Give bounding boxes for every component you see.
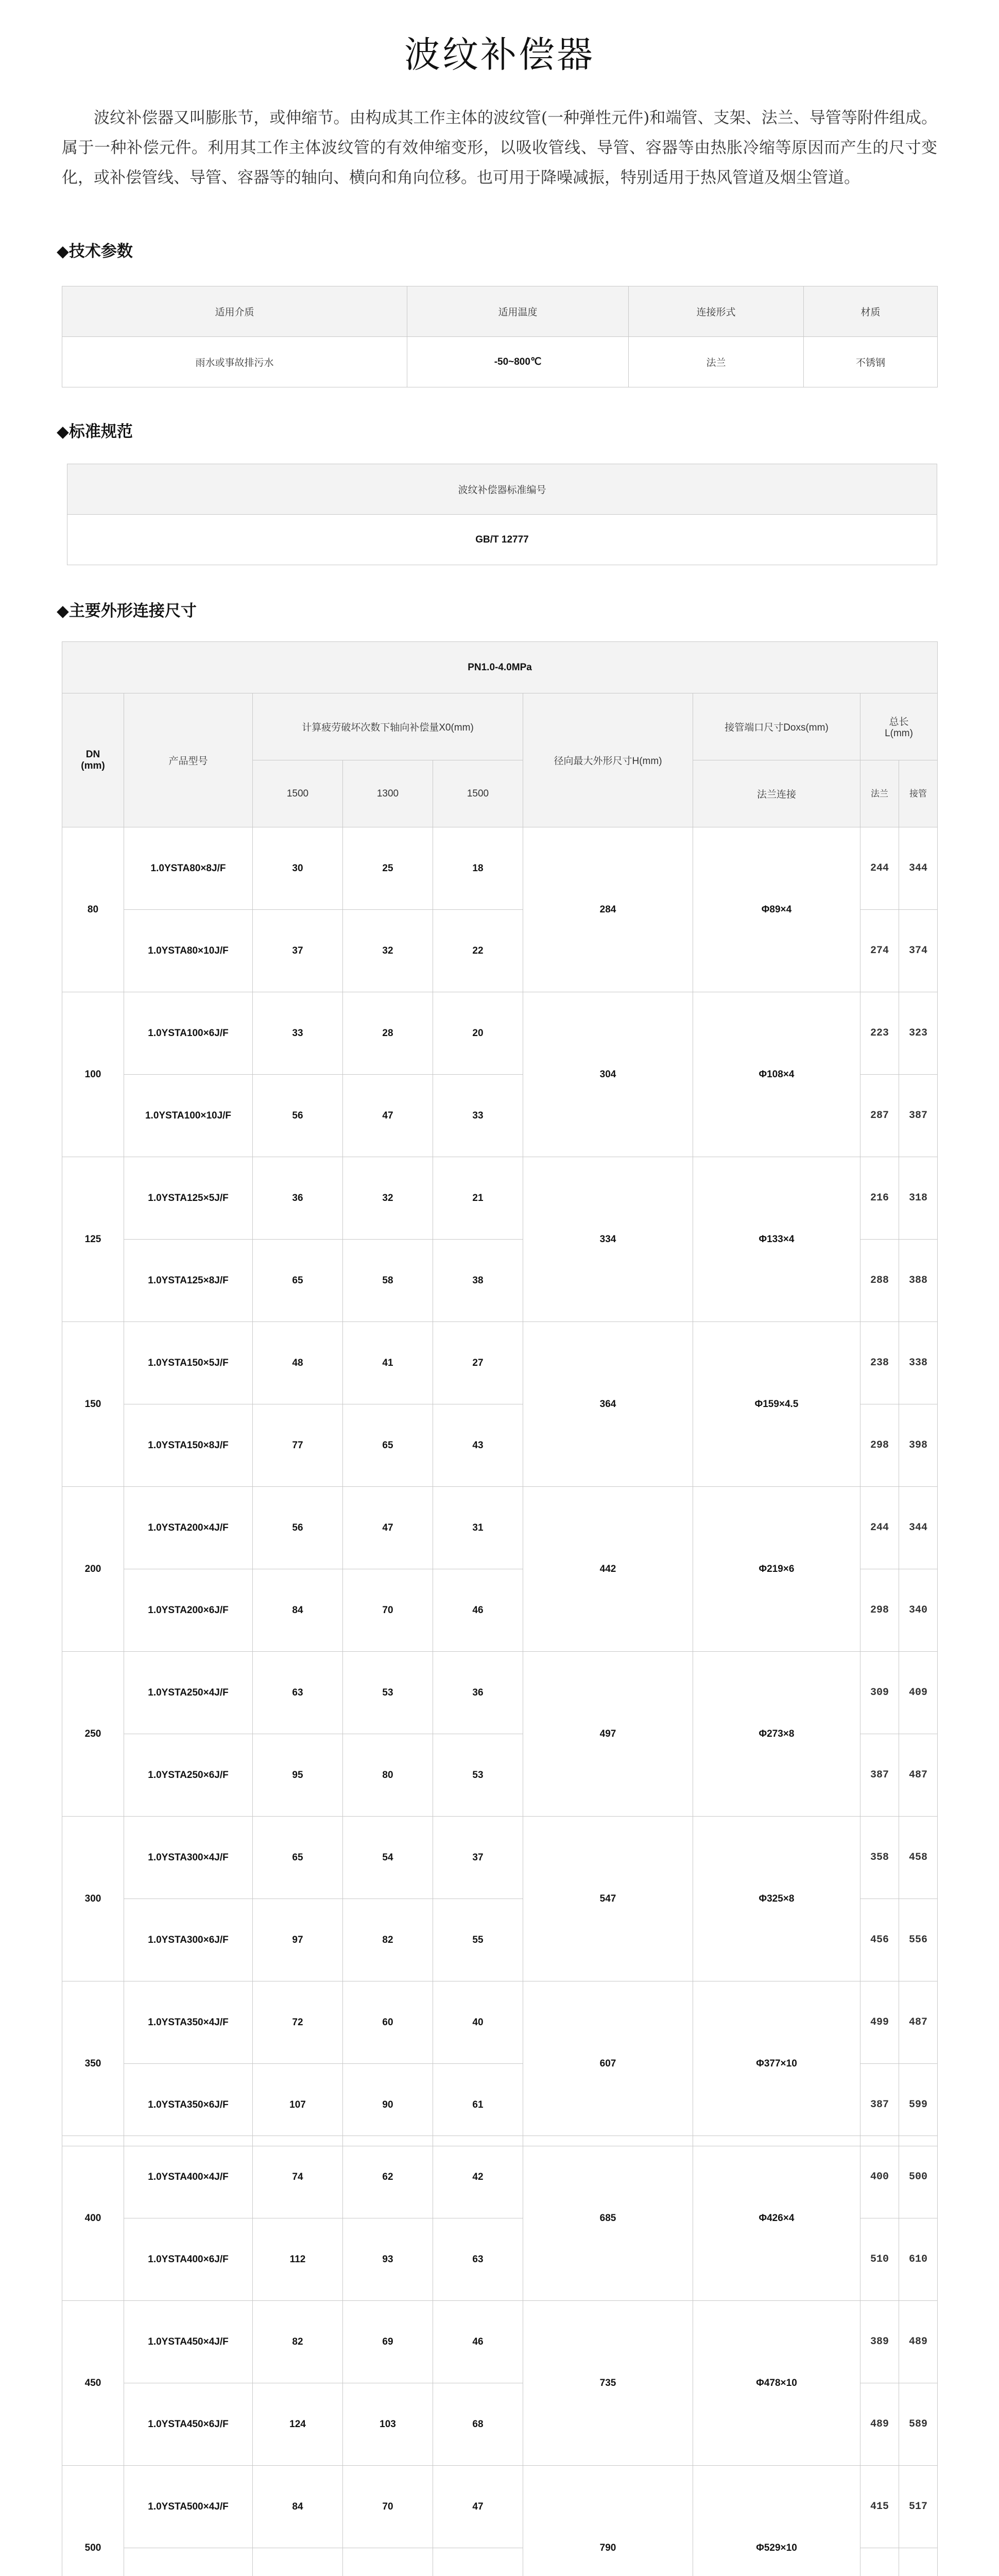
pressure-header: PN1.0-4.0MPa — [62, 642, 938, 693]
dn-cell: 150 — [62, 1322, 124, 1487]
compensation-cell: 27 — [433, 1322, 523, 1404]
table-row — [62, 2301, 938, 2383]
pipe-size-cell: Φ133×4 — [693, 1157, 860, 1322]
length-header: 总长 L(mm) — [860, 693, 938, 760]
outer-size-cell: 364 — [523, 1322, 693, 1487]
compensation-cell: 53 — [343, 1652, 433, 1734]
compensation-cell: 37 — [433, 1817, 523, 1899]
length-pipe-cell: 517 — [899, 2466, 938, 2548]
length-flange-cell: 400 — [860, 2136, 899, 2218]
length-pipe-cell: 338 — [899, 1322, 938, 1404]
standard-value: GB/T 12777 — [67, 515, 937, 565]
compensation-cell: 30 — [253, 827, 343, 910]
compensation-cell: 38 — [433, 1240, 523, 1322]
model-cell: 1.0YSTA80×10J/F — [124, 910, 253, 992]
dn-header: DN (mm) — [62, 693, 124, 827]
length-pipe-cell: 409 — [899, 1652, 938, 1734]
length-flange-cell: 358 — [860, 1817, 899, 1899]
compensation-cell: 74 — [253, 2136, 343, 2218]
dn-cell: 100 — [62, 992, 124, 1157]
compensation-cell: 112 — [253, 2218, 343, 2301]
table-row — [62, 1322, 938, 1404]
tech-header-connection: 连接形式 — [629, 286, 804, 337]
compensation-cell: 21 — [433, 1157, 523, 1240]
pipe-size-cell: Φ108×4 — [693, 992, 860, 1157]
compensation-cell: 95 — [253, 1734, 343, 1817]
compensation-cell: 70 — [343, 1569, 433, 1652]
model-cell: 1.0YSTA100×6J/F — [124, 992, 253, 1075]
length-pipe-cell — [899, 2548, 938, 2576]
compensation-cell: 48 — [253, 1322, 343, 1404]
compensation-cell — [343, 2548, 433, 2576]
fatigue-count-header: 1500 — [433, 760, 523, 827]
compensation-cell: 46 — [433, 2301, 523, 2383]
length-pipe-cell: 487 — [899, 1734, 938, 1817]
standard-table — [67, 464, 937, 565]
fatigue-count-header: 1500 — [253, 760, 343, 827]
model-cell: 1.0YSTA200×4J/F — [124, 1487, 253, 1569]
length-flange-cell: 456 — [860, 1899, 899, 1981]
outer-size-cell: 497 — [523, 1652, 693, 1817]
compensation-cell: 36 — [433, 1652, 523, 1734]
outer-size-cell: 790 — [523, 2466, 693, 2576]
length-pipe-cell: 610 — [899, 2218, 938, 2301]
compensation-cell: 69 — [343, 2301, 433, 2383]
compensation-cell: 90 — [343, 2064, 433, 2146]
model-cell: 1.0YSTA80×8J/F — [124, 827, 253, 910]
section-tech-params: ◆技术参数 — [57, 242, 133, 261]
outer-size-cell: 607 — [523, 1981, 693, 2146]
compensation-cell: 40 — [433, 1981, 523, 2064]
compensation-cell: 42 — [433, 2136, 523, 2218]
length-flange-cell: 223 — [860, 992, 899, 1075]
table-row — [62, 2466, 938, 2548]
intro-paragraph: 波纹补偿器又叫膨胀节，或伸缩节。由构成其工作主体的波纹管(一种弹性元件)和端管、支架、法兰、导管等附件组成。属于一种补偿元件。利用其工作主体波纹管的有效伸缩变形，以吸收管线、导管、容器等由热胀冷缩等原因而产生的尺寸变化，或补偿管线、导管、容器等的轴向、横向和角向位移。也可用于降噪减振，特别适用于热风管道及烟尘管道。 — [62, 109, 937, 187]
model-cell: 1.0YSTA250×6J/F — [124, 1734, 253, 1817]
outer-size-cell: 547 — [523, 1817, 693, 1981]
dn-cell: 300 — [62, 1817, 124, 1981]
dn-cell: 125 — [62, 1157, 124, 1322]
model-cell: 1.0YSTA300×6J/F — [124, 1899, 253, 1981]
length-flange-cell: 288 — [860, 1240, 899, 1322]
compensation-cell: 65 — [253, 1240, 343, 1322]
compensation-cell: 68 — [433, 2383, 523, 2466]
outer-size-cell: 334 — [523, 1157, 693, 1322]
tech-params-table — [62, 286, 938, 387]
length-flange-cell: 216 — [860, 1157, 899, 1240]
length-flange-cell: 238 — [860, 1322, 899, 1404]
compensation-cell: 20 — [433, 992, 523, 1075]
table-row — [62, 1817, 938, 1899]
compensation-cell: 36 — [253, 1157, 343, 1240]
pipe-size-cell: Φ377×10 — [693, 1981, 860, 2146]
outer-size-cell: 442 — [523, 1487, 693, 1652]
compensation-cell: 84 — [253, 1569, 343, 1652]
length-flange-cell: 287 — [860, 1075, 899, 1157]
tech-connection-value: 法兰 — [629, 337, 804, 387]
tech-medium-value: 雨水或事故排污水 — [62, 337, 407, 387]
length-flange-header: 法兰 — [860, 760, 899, 827]
pipe-size-cell: Φ219×6 — [693, 1487, 860, 1652]
compensation-cell: 77 — [253, 1404, 343, 1487]
compensation-cell: 84 — [253, 2466, 343, 2548]
model-cell: 1.0YSTA300×4J/F — [124, 1817, 253, 1899]
outer-size-cell: 685 — [523, 2136, 693, 2301]
section-dimensions: ◆主要外形连接尺寸 — [57, 602, 197, 620]
compensation-cell: 93 — [343, 2218, 433, 2301]
compensation-cell: 43 — [433, 1404, 523, 1487]
compensation-cell: 46 — [433, 1569, 523, 1652]
pipe-size-cell: Φ273×8 — [693, 1652, 860, 1817]
length-pipe-cell: 344 — [899, 827, 938, 910]
length-flange-cell: 298 — [860, 1569, 899, 1652]
length-pipe-cell: 374 — [899, 910, 938, 992]
compensation-cell: 65 — [343, 1404, 433, 1487]
compensation-cell: 47 — [433, 2466, 523, 2548]
length-pipe-cell: 599 — [899, 2064, 938, 2146]
compensation-cell: 37 — [253, 910, 343, 992]
length-pipe-cell: 388 — [899, 1240, 938, 1322]
dn-cell: 80 — [62, 827, 124, 992]
model-cell: 1.0YSTA450×4J/F — [124, 2301, 253, 2383]
length-flange-cell: 489 — [860, 2383, 899, 2466]
dimensions-table-continued — [62, 2136, 938, 2576]
compensation-cell: 55 — [433, 1899, 523, 1981]
model-cell: 1.0YSTA350×6J/F — [124, 2064, 253, 2146]
table-row — [62, 827, 938, 910]
outer-size-header: 径向最大外形尺寸H(mm) — [523, 693, 693, 827]
length-flange-cell: 415 — [860, 2466, 899, 2548]
model-cell: 1.0YSTA400×4J/F — [124, 2136, 253, 2218]
model-cell: 1.0YSTA500×4J/F — [124, 2466, 253, 2548]
length-flange-cell: 510 — [860, 2218, 899, 2301]
model-cell: 1.0YSTA125×5J/F — [124, 1157, 253, 1240]
compensation-cell: 22 — [433, 910, 523, 992]
model-cell: 1.0YSTA400×6J/F — [124, 2218, 253, 2301]
compensation-cell: 60 — [343, 1981, 433, 2064]
compensation-cell: 31 — [433, 1487, 523, 1569]
compensation-cell: 70 — [343, 2466, 433, 2548]
length-flange-cell — [860, 2548, 899, 2576]
length-flange-cell: 274 — [860, 910, 899, 992]
compensation-cell: 41 — [343, 1322, 433, 1404]
compensation-cell: 61 — [433, 2064, 523, 2146]
compensation-cell: 33 — [433, 1075, 523, 1157]
compensation-cell: 56 — [253, 1487, 343, 1569]
dn-cell: 450 — [62, 2301, 124, 2466]
axial-compensation-header: 计算疲劳破坏次数下轴向补偿量X0(mm) — [253, 693, 523, 760]
table-row — [62, 1487, 938, 1569]
model-cell — [124, 2548, 253, 2576]
length-pipe-cell: 589 — [899, 2383, 938, 2466]
pipe-size-cell: Φ426×4 — [693, 2136, 860, 2301]
pipe-size-cell: Φ159×4.5 — [693, 1322, 860, 1487]
length-pipe-cell: 340 — [899, 1569, 938, 1652]
compensation-cell: 82 — [343, 1899, 433, 1981]
compensation-cell: 63 — [433, 2218, 523, 2301]
length-flange-cell: 387 — [860, 1734, 899, 1817]
tech-header-material: 材质 — [804, 286, 938, 337]
standard-header: 波纹补偿器标准编号 — [67, 464, 937, 515]
compensation-cell: 103 — [343, 2383, 433, 2466]
length-pipe-cell: 387 — [899, 1075, 938, 1157]
dn-cell: 500 — [62, 2466, 124, 2576]
pipe-size-cell: Φ325×8 — [693, 1817, 860, 1981]
model-cell: 1.0YSTA200×6J/F — [124, 1569, 253, 1652]
length-pipe-cell: 487 — [899, 1981, 938, 2064]
length-pipe-cell: 398 — [899, 1404, 938, 1487]
fatigue-count-header: 1300 — [343, 760, 433, 827]
compensation-cell: 65 — [253, 1817, 343, 1899]
length-pipe-cell: 458 — [899, 1817, 938, 1899]
length-flange-cell: 309 — [860, 1652, 899, 1734]
compensation-cell: 80 — [343, 1734, 433, 1817]
table-row — [62, 2136, 938, 2218]
length-flange-cell: 298 — [860, 1404, 899, 1487]
model-cell: 1.0YSTA350×4J/F — [124, 1981, 253, 2064]
compensation-cell: 32 — [343, 1157, 433, 1240]
compensation-cell: 107 — [253, 2064, 343, 2146]
length-flange-cell: 387 — [860, 2064, 899, 2146]
length-pipe-cell: 344 — [899, 1487, 938, 1569]
pipe-size-cell: Φ478×10 — [693, 2301, 860, 2466]
model-cell: 1.0YSTA250×4J/F — [124, 1652, 253, 1734]
compensation-cell: 58 — [343, 1240, 433, 1322]
compensation-cell: 28 — [343, 992, 433, 1075]
tech-temp-value: -50~800℃ — [407, 337, 629, 387]
length-flange-cell: 244 — [860, 1487, 899, 1569]
table-row — [62, 1157, 938, 1240]
compensation-cell: 32 — [343, 910, 433, 992]
dn-cell: 200 — [62, 1487, 124, 1652]
compensation-cell: 62 — [343, 2136, 433, 2218]
flange-connection-header: 法兰连接 — [693, 760, 860, 827]
tech-header-temp: 适用温度 — [407, 286, 629, 337]
pipe-size-cell: Φ529×10 — [693, 2466, 860, 2576]
outer-size-cell: 304 — [523, 992, 693, 1157]
dn-cell: 400 — [62, 2136, 124, 2301]
compensation-cell: 82 — [253, 2301, 343, 2383]
compensation-cell: 47 — [343, 1075, 433, 1157]
model-cell: 1.0YSTA150×8J/F — [124, 1404, 253, 1487]
compensation-cell: 54 — [343, 1817, 433, 1899]
compensation-cell: 97 — [253, 1899, 343, 1981]
table-row — [62, 1652, 938, 1734]
outer-size-cell: 284 — [523, 827, 693, 992]
tech-header-medium: 适用介质 — [62, 286, 407, 337]
outer-size-cell: 735 — [523, 2301, 693, 2466]
length-pipe-cell: 489 — [899, 2301, 938, 2383]
model-cell: 1.0YSTA450×6J/F — [124, 2383, 253, 2466]
page-title: 波纹补偿器 — [404, 33, 595, 76]
compensation-cell: 47 — [343, 1487, 433, 1569]
table-row — [62, 992, 938, 1075]
length-flange-cell: 389 — [860, 2301, 899, 2383]
compensation-cell: 63 — [253, 1652, 343, 1734]
dn-cell: 350 — [62, 1981, 124, 2146]
compensation-cell — [253, 2548, 343, 2576]
dn-cell: 250 — [62, 1652, 124, 1817]
model-cell: 1.0YSTA150×5J/F — [124, 1322, 253, 1404]
model-cell: 1.0YSTA125×8J/F — [124, 1240, 253, 1322]
compensation-cell: 25 — [343, 827, 433, 910]
length-pipe-cell: 500 — [899, 2136, 938, 2218]
pipe-size-header: 接管端口尺寸Doxs(mm) — [693, 693, 860, 760]
model-cell: 1.0YSTA100×10J/F — [124, 1075, 253, 1157]
tech-material-value: 不锈钢 — [804, 337, 938, 387]
table-row — [62, 1981, 938, 2064]
dimensions-table — [62, 641, 938, 2146]
compensation-cell: 53 — [433, 1734, 523, 1817]
compensation-cell: 18 — [433, 827, 523, 910]
compensation-cell: 33 — [253, 992, 343, 1075]
compensation-cell: 72 — [253, 1981, 343, 2064]
compensation-cell: 56 — [253, 1075, 343, 1157]
length-flange-cell: 244 — [860, 827, 899, 910]
length-pipe-cell: 556 — [899, 1899, 938, 1981]
length-flange-cell: 499 — [860, 1981, 899, 2064]
compensation-cell — [433, 2548, 523, 2576]
length-pipe-cell: 318 — [899, 1157, 938, 1240]
model-header: 产品型号 — [124, 693, 253, 827]
section-standard: ◆标准规范 — [57, 422, 133, 441]
pipe-size-cell: Φ89×4 — [693, 827, 860, 992]
length-pipe-header: 接管 — [899, 760, 938, 827]
length-pipe-cell: 323 — [899, 992, 938, 1075]
compensation-cell: 124 — [253, 2383, 343, 2466]
